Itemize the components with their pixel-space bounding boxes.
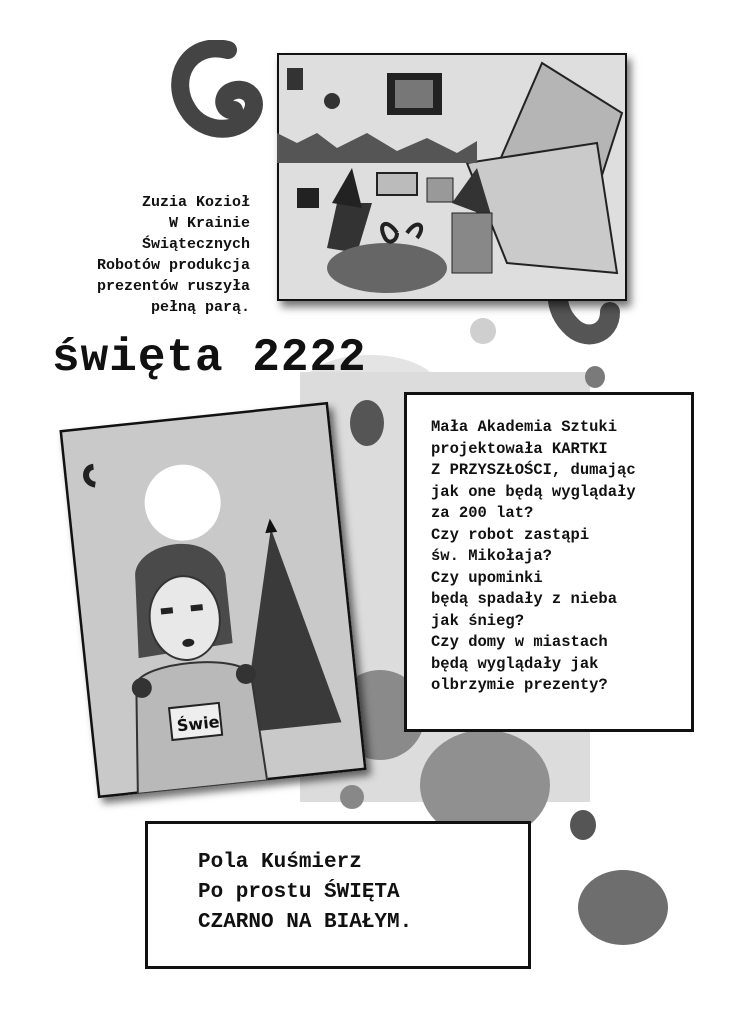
info-text-box [404, 392, 694, 732]
info-line: olbrzymie prezenty? [431, 676, 608, 694]
footer-line: Pola Kuśmierz [198, 851, 362, 874]
info-line: św. Mikołaja? [431, 547, 552, 565]
background-blob [585, 366, 605, 388]
info-line: za 200 lat? [431, 504, 534, 522]
author-caption-top [40, 192, 250, 318]
info-line: Z PRZYSZŁOŚCI, dumając [431, 461, 636, 479]
girl-christmas-tree-drawing [59, 402, 366, 798]
caption-line: W Krainie [168, 215, 250, 232]
background-blob [578, 870, 668, 945]
robot-workshop-drawing [277, 53, 627, 301]
caption-line: Świątecznych [141, 236, 250, 253]
info-line: jak śnieg? [431, 611, 525, 630]
background-blob [350, 400, 384, 446]
swirl-decoration-top [158, 40, 268, 165]
background-blob [570, 810, 596, 840]
footer-line: CZARNO NA BIAŁYM. [198, 911, 413, 934]
info-line: Czy robot zastąpi [431, 525, 590, 544]
info-line: Mała Akademia Sztuki [431, 418, 618, 436]
info-line: Czy domy w miastach [431, 633, 608, 651]
footer-text-box [145, 821, 531, 969]
background-blob [470, 318, 496, 344]
caption-line: Robotów produkcja [96, 257, 250, 274]
caption-line: pełną parą. [150, 299, 250, 316]
info-line: Czy upominki [431, 568, 543, 587]
caption-line: Zuzia Kozioł [141, 194, 250, 211]
info-line: będą wyglądały jak [431, 654, 599, 673]
footer-line: Po prostu ŚWIĘTA [198, 881, 400, 904]
info-line: projektowała KARTKI [431, 439, 608, 458]
headline-title: święta 2222 [52, 332, 367, 384]
caption-line: prezentów ruszyła [96, 278, 250, 295]
info-line: będą spadały z nieba [431, 590, 618, 608]
background-blob [340, 785, 364, 809]
sweater-text: Świe [175, 712, 221, 736]
info-line: jak one będą wyglądały [431, 482, 636, 501]
